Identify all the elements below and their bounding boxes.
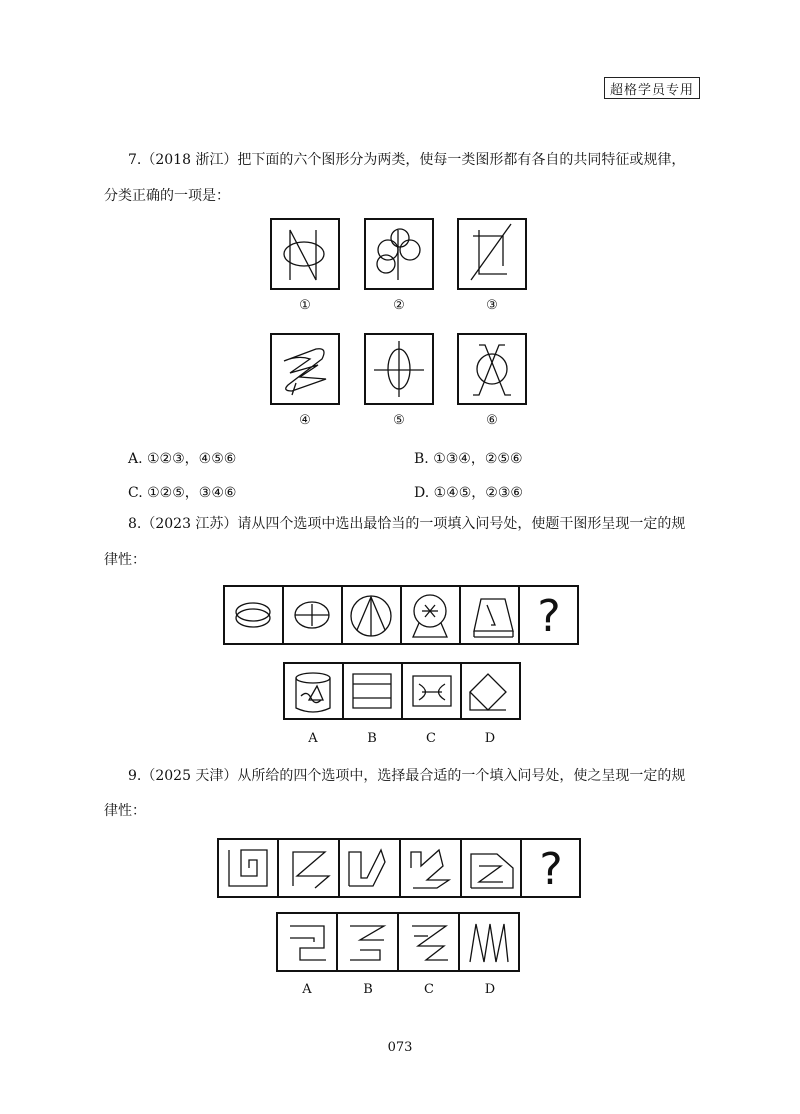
q8-stem-line1: 8.（2023 江苏）请从四个选项中选出最恰当的一项填入问号处，使题干图形呈现一定的规: [128, 516, 686, 532]
q9-stem-figure-5: [471, 854, 513, 888]
q8-option-c-figure[interactable]: [413, 676, 451, 706]
q9-stem-line2: 律性：: [104, 803, 146, 819]
q9-stem-figure-2: [293, 852, 329, 888]
student-only-badge: 超格学员专用: [604, 77, 700, 99]
q7-figure-3: [457, 218, 527, 290]
q7-figure-2: [364, 218, 434, 290]
q7-label-4: ④: [299, 413, 311, 428]
q7-label-2: ②: [393, 298, 405, 313]
q7-label-5: ⑤: [393, 413, 405, 428]
q7-figure-6: [457, 333, 527, 405]
q8-stem-figure-3: [351, 596, 391, 636]
q9-options-row: [276, 912, 520, 972]
q9-stem-figure-1: [229, 850, 267, 886]
q8-option-a-figure[interactable]: [296, 673, 330, 712]
page-number: 073: [387, 1040, 413, 1055]
q7-label-6: ⑥: [486, 413, 498, 428]
q8-option-b-figure[interactable]: [353, 674, 391, 708]
q9-option-d-figure[interactable]: [470, 924, 508, 962]
q8-stem-figure-2: [295, 602, 329, 628]
q7-figure-5: [364, 333, 434, 405]
q7-option-b[interactable]: B. ①③④，②⑤⑥: [414, 451, 523, 467]
q9-label-b: B: [363, 982, 373, 997]
q9-label-d: D: [484, 982, 496, 997]
q7-figure-4: [270, 333, 340, 405]
q9-stem-line1: 9.（2025 天津）从所给的四个选项中，选择最合适的一个填入问号处，使之呈现一定的规: [128, 768, 686, 784]
q8-label-c: C: [426, 731, 436, 746]
q9-question-mark: ?: [539, 844, 563, 895]
q9-label-c: C: [424, 982, 434, 997]
q9-option-a-figure[interactable]: [290, 926, 326, 960]
q9-option-b-figure[interactable]: [350, 926, 384, 960]
q7-stem-line1: 7.（2018 浙江）把下面的六个图形分为两类，使每一类图形都有各自的共同特征或规律，: [128, 152, 686, 168]
q9-stem-sequence: [217, 838, 581, 898]
q9-stem-figure-4: [411, 850, 449, 888]
q8-option-d-figure[interactable]: [470, 674, 506, 710]
q7-option-d[interactable]: D. ①④⑤，②③⑥: [414, 485, 523, 501]
q8-label-b: B: [367, 731, 377, 746]
q8-label-a: A: [308, 731, 318, 746]
q7-figure-1: [270, 218, 340, 290]
q8-question-mark: ?: [537, 591, 561, 642]
q7-stem-line2: 分类正确的一项是：: [104, 188, 230, 204]
q7-option-a[interactable]: A. ①②③，④⑤⑥: [128, 451, 237, 467]
q7-label-1: ①: [299, 298, 311, 313]
q8-stem-figure-1: [236, 603, 270, 627]
q9-stem-figure-3: [349, 850, 385, 886]
q9-label-a: A: [302, 982, 312, 997]
q8-stem-figure-5: [474, 599, 513, 637]
q8-options-row: [283, 662, 521, 720]
q7-label-3: ③: [486, 298, 498, 313]
q8-label-d: D: [484, 731, 496, 746]
q8-stem-sequence: [223, 585, 579, 645]
q8-stem-line2: 律性：: [104, 552, 146, 568]
q7-option-c[interactable]: C. ①②⑤，③④⑥: [128, 485, 237, 501]
q8-stem-figure-4: [413, 595, 447, 637]
q9-option-c-figure[interactable]: [412, 926, 448, 960]
